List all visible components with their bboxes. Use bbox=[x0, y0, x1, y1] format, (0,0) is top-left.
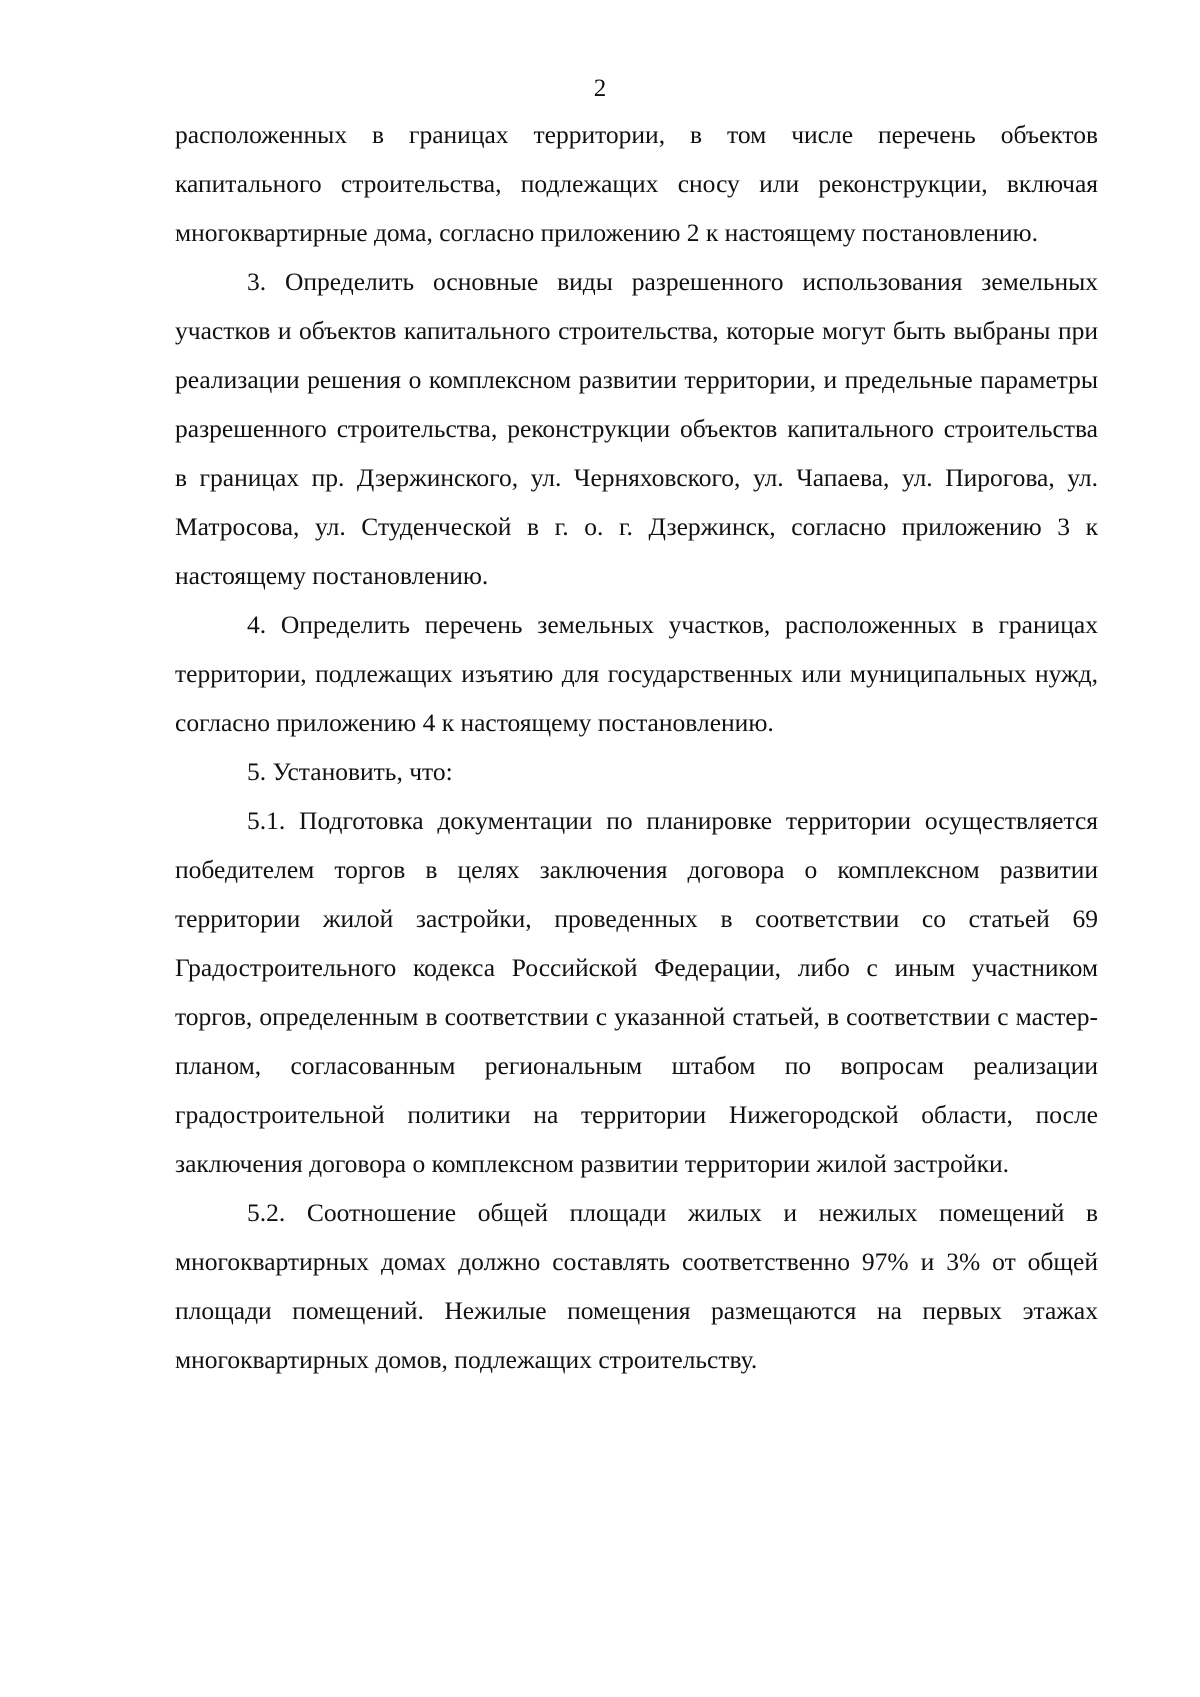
page-number: 2 bbox=[593, 75, 607, 102]
paragraph-item-5-1: 5.1. Подготовка документации по планировке территории осуществляется победителем торгов в целях заключения договора о комплексном развитии территории жилой застройки, проведенных в соответствии со статьей 69 Градостроительного кодекса Российской Федерации, либо с иным участником торгов, определенным в соответствии с указанной статьей, в соответствии с мастер-планом, согласованным региональным штабом по вопросам реализации градостроительной политики на территории Нижегородской области, после заключения договора о комплексном развитии территории жилой застройки. bbox=[175, 806, 1098, 1178]
paragraph-item-4: 4. Определить перечень земельных участков, расположенных в границах территории, подлежащих изъятию для государственных или муниципальных нужд, согласно приложению 4 к настоящему постановлению. bbox=[175, 610, 1098, 737]
paragraph-continuation: расположенных в границах территории, в том числе перечень объектов капитального строительства, подлежащих сносу или реконструкции, включая многоквартирные дома, согласно приложению 2 к настоящему постановлению. bbox=[175, 120, 1098, 247]
paragraph-item-3: 3. Определить основные виды разрешенного использования земельных участков и объектов капитального строительства, которые могут быть выбраны при реализации решения о комплексном развитии территории, и предельные параметры разрешенного строительства, реконструкции объектов капитального строительства в границах пр. Дзержинского, ул. Черняховского, ул. Чапаева, ул. Пирогова, ул. Матросова, ул. Студенческой в г. о. г. Дзержинск, согласно приложению 3 к настоящему постановлению. bbox=[175, 267, 1098, 590]
paragraph-item-5-2: 5.2. Соотношение общей площади жилых и нежилых помещений в многоквартирных домах должно составлять соответственно 97% и 3% от общей площади помещений. Нежилые помещения размещаются на первых этажах многоквартирных домов, подлежащих строительству. bbox=[175, 1198, 1098, 1374]
document-body bbox=[175, 110, 1098, 1384]
paragraph-item-5: 5. Установить, что: bbox=[247, 757, 453, 786]
